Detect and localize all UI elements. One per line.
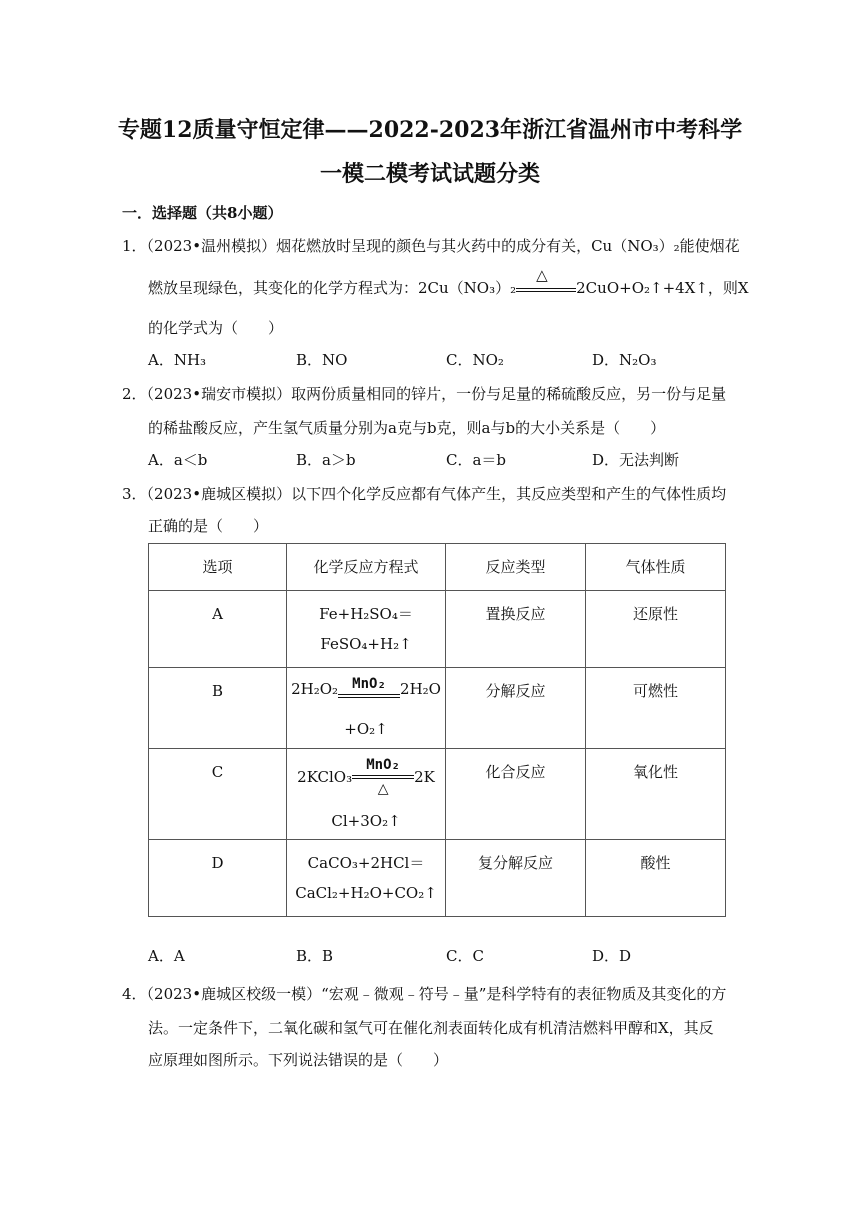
row-b-reactant: 2H₂O₂ bbox=[291, 680, 339, 698]
row-b-type: 分解反应 bbox=[445, 668, 585, 749]
q3-option-d[interactable]: D．D bbox=[592, 947, 632, 965]
q4-line1: 4．（2023•鹿城区校级一模）“宏观﹣微观﹣符号﹣量”是科学特有的表征物质及其变化的方 bbox=[122, 985, 727, 1003]
q1-line2-post: 2CuO+O₂↑+4X↑，则X bbox=[576, 279, 749, 297]
q2-line1: 2．（2023•瑞安市模拟）取两份质量相同的锌片，一份与足量的稀硫酸反应，另一份与足量 bbox=[122, 385, 727, 403]
reaction-arrow-catalyst bbox=[338, 676, 400, 700]
q3-line2: 正确的是（ ） bbox=[148, 517, 269, 535]
table-row bbox=[149, 840, 726, 917]
row-c-property: 氧化性 bbox=[585, 749, 725, 840]
heat-symbol: △ bbox=[377, 781, 389, 797]
q3-option-b[interactable]: B．B bbox=[296, 947, 334, 965]
q1-option-a[interactable]: A．NH₃ bbox=[148, 351, 207, 369]
row-b-eq-first-line bbox=[291, 676, 441, 700]
catalyst-label: MnO₂ bbox=[366, 757, 400, 773]
table-row bbox=[149, 668, 726, 749]
table-row bbox=[149, 591, 726, 668]
reaction-arrow-catalyst-heat bbox=[352, 757, 414, 797]
q4-line2: 法。一定条件下，二氧化碳和氢气可在催化剂表面转化成有机清洁燃料甲醇和X，其反 bbox=[148, 1019, 714, 1037]
row-c-reactant: 2KClO₃ bbox=[297, 768, 353, 786]
q4-line3: 应原理如图所示。下列说法错误的是（ ） bbox=[148, 1051, 449, 1069]
row-d-eq-part1: CaCO₃+2HCl＝ bbox=[307, 854, 425, 872]
q2-option-c[interactable]: C．a＝b bbox=[446, 451, 507, 469]
row-b-option: B bbox=[149, 668, 287, 749]
row-a-option: A bbox=[149, 591, 287, 668]
q1-line2 bbox=[148, 266, 749, 299]
row-a-equation bbox=[287, 591, 446, 668]
row-c-type: 化合反应 bbox=[445, 749, 585, 840]
reaction-arrow-heat bbox=[516, 266, 576, 299]
table-header-row bbox=[149, 544, 726, 591]
row-d-equation bbox=[287, 840, 446, 917]
row-b-eq-part2: +O₂↑ bbox=[344, 720, 388, 738]
row-a-type: 置换反应 bbox=[445, 591, 585, 668]
q2-option-b[interactable]: B．a＞b bbox=[296, 451, 356, 469]
catalyst-label: MnO₂ bbox=[352, 676, 386, 692]
table-header-equation: 化学反应方程式 bbox=[287, 544, 446, 591]
q1-option-b[interactable]: B．NO bbox=[296, 351, 348, 369]
row-d-option: D bbox=[149, 840, 287, 917]
section-heading: 一．选择题（共8小题） bbox=[122, 204, 283, 222]
row-b-product: 2H₂O bbox=[400, 680, 441, 698]
row-c-eq-first-line bbox=[291, 757, 441, 797]
row-d-property: 酸性 bbox=[585, 840, 725, 917]
row-a-eq-part2: FeSO₄+H₂↑ bbox=[320, 635, 412, 653]
table-row bbox=[149, 749, 726, 840]
q1-option-d[interactable]: D．N₂O₃ bbox=[592, 351, 657, 369]
row-c-option: C bbox=[149, 749, 287, 840]
document-title-line1: 专题12质量守恒定律——2022-2023年浙江省温州市中考科学 bbox=[117, 117, 743, 143]
q1-line2-pre: 燃放呈现绿色，其变化的化学方程式为：2Cu（NO₃）₂ bbox=[148, 279, 517, 297]
document-title-line2: 一模二模考试试题分类 bbox=[319, 161, 540, 187]
row-c-equation bbox=[287, 749, 446, 840]
q3-option-c[interactable]: C．C bbox=[446, 947, 484, 965]
q2-option-a[interactable]: A．a＜b bbox=[148, 451, 208, 469]
q1-line1: 1．（2023•温州模拟）烟花燃放时呈现的颜色与其火药中的成分有关，Cu（NO₃）₂能使烟花 bbox=[122, 237, 740, 255]
row-a-property: 还原性 bbox=[585, 591, 725, 668]
q3-option-a[interactable]: A．A bbox=[148, 947, 185, 965]
row-c-product: 2K bbox=[414, 768, 435, 786]
q2-option-d[interactable]: D．无法判断 bbox=[592, 451, 680, 469]
row-d-type: 复分解反应 bbox=[445, 840, 585, 917]
q1-line3: 的化学式为（ ） bbox=[148, 319, 284, 337]
row-c-eq-part2: Cl+3O₂↑ bbox=[331, 812, 401, 830]
heat-symbol: △ bbox=[536, 266, 548, 284]
q3-table bbox=[148, 543, 726, 917]
q2-line2: 的稀盐酸反应，产生氢气质量分别为a克与b克，则a与b的大小关系是（ ） bbox=[148, 419, 666, 437]
row-b-property: 可燃性 bbox=[585, 668, 725, 749]
q1-option-c[interactable]: C．NO₂ bbox=[446, 351, 504, 369]
row-b-equation bbox=[287, 668, 446, 749]
q3-line1: 3．（2023•鹿城区模拟）以下四个化学反应都有气体产生，其反应类型和产生的气体性质均 bbox=[122, 485, 727, 503]
row-a-eq-part1: Fe+H₂SO₄＝ bbox=[319, 605, 413, 623]
table-header-type: 反应类型 bbox=[445, 544, 585, 591]
table-header-option: 选项 bbox=[149, 544, 287, 591]
table-header-property: 气体性质 bbox=[585, 544, 725, 591]
row-d-eq-part2: CaCl₂+H₂O+CO₂↑ bbox=[295, 884, 437, 902]
